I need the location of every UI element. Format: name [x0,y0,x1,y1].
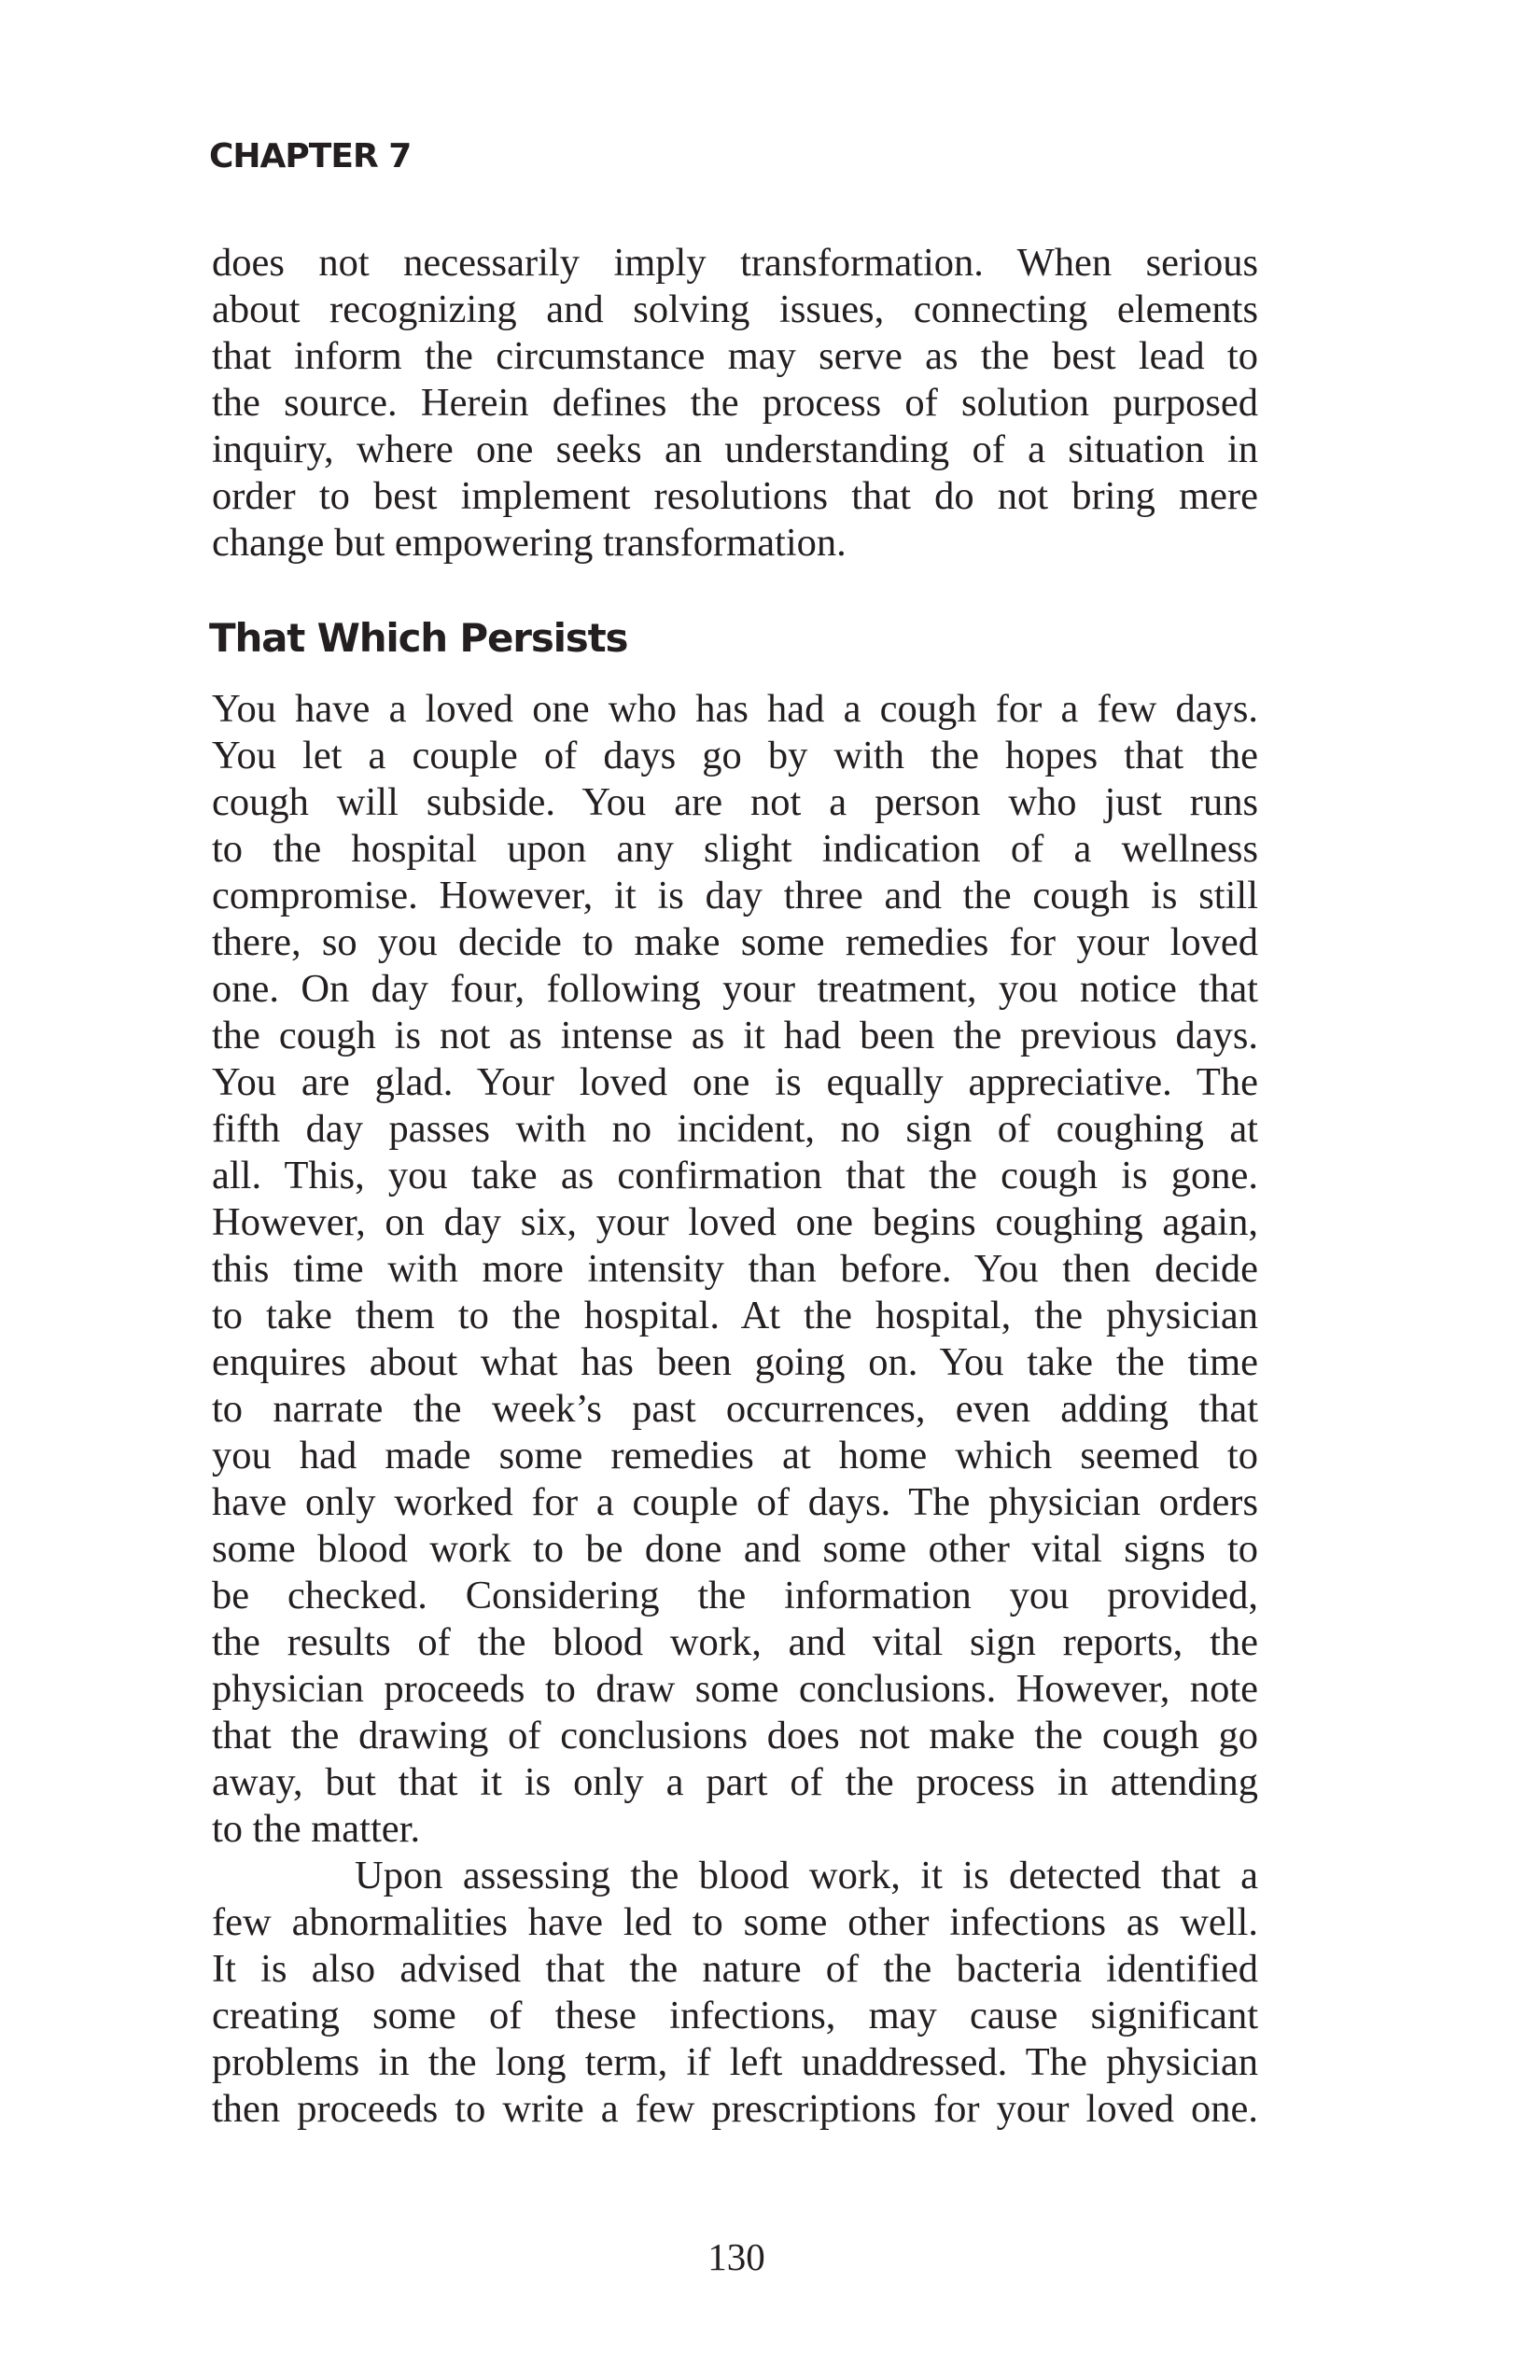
text-line: problems in the long term, if left unaddressed. The physician [212,2040,1258,2084]
text-line: change but empowering transformation. [212,521,847,565]
text-line: does not necessarily imply transformation. When serious [212,241,1258,285]
text-line: However, on day six, your loved one begins coughing again, [212,1200,1258,1244]
text-line: order to best implement resolutions that do not bring mere [212,474,1258,518]
intro-paragraph [212,240,1258,567]
text-line: It is also advised that the nature of the bacteria identified [212,1947,1258,1991]
text-line: fifth day passes with no incident, no sign of coughing at [212,1107,1258,1151]
page-number: 130 [707,2235,765,2278]
text-line: the results of the blood work, and vital sign reports, the [212,1620,1258,1664]
text-line: compromise. However, it is day three and the cough is still [212,874,1258,917]
text-line: You have a loved one who has had a cough for a few days. [212,687,1258,731]
text-line: cough will subside. You are not a person who just runs [212,780,1258,824]
text-line: physician proceeds to draw some conclusions. However, note [212,1667,1258,1711]
text-line: some blood work to be done and some other vital signs to [212,1527,1258,1571]
text-line: the cough is not as intense as it had been the previous days. [212,1014,1258,1057]
text-line: inquiry, where one seeks an understanding of a situation in [212,427,1258,471]
text-line: to narrate the week’s past occurrences, even adding that [212,1387,1258,1431]
text-line: all. This, you take as confirmation that the cough is gone. [212,1154,1258,1197]
text-line: You are glad. Your loved one is equally appreciative. The [212,1060,1258,1104]
text-line: there, so you decide to make some remedies for your loved [212,920,1258,964]
text-line: enquires about what has been going on. You take the time [212,1340,1258,1384]
text-line: to the hospital upon any slight indication of a wellness [212,827,1258,871]
text-line: to the matter. [212,1807,421,1851]
text-line: you had made some remedies at home which seemed to [212,1434,1258,1477]
text-line: be checked. Considering the information you provided, [212,1574,1258,1617]
text-line: that inform the circumstance may serve as the best lead to [212,334,1258,378]
text-line: creating some of these infections, may cause significant [212,1994,1258,2037]
text-line: then proceeds to write a few prescriptions for your loved one. [212,2087,1258,2131]
text-line: have only worked for a couple of days. The physician orders [212,1480,1258,1524]
text-line: one. On day four, following your treatment, you notice that [212,967,1258,1011]
text-line: to take them to the hospital. At the hospital, the physician [212,1294,1258,1337]
text-line: that the drawing of conclusions does not make the cough go [212,1714,1258,1757]
text-line: this time with more intensity than before. You then decide [212,1247,1258,1291]
text-line: few abnormalities have led to some other infections as well. [212,1900,1258,1944]
text-line: away, but that it is only a part of the process in attending [212,1760,1258,1804]
section-paragraph-2 [212,1853,1258,2133]
text-line: about recognizing and solving issues, connecting elements [212,287,1258,331]
text-line: You let a couple of days go by with the hopes that the [212,734,1258,777]
section-paragraph-1 [212,686,1258,1853]
text-line: the source. Herein defines the process of solution purposed [212,381,1258,425]
section-heading: That Which Persists [209,615,628,661]
text-line-indented: Upon assessing the blood work, it is detected that a [355,1854,1258,1897]
running-head-chapter: CHAPTER 7 [209,137,412,175]
